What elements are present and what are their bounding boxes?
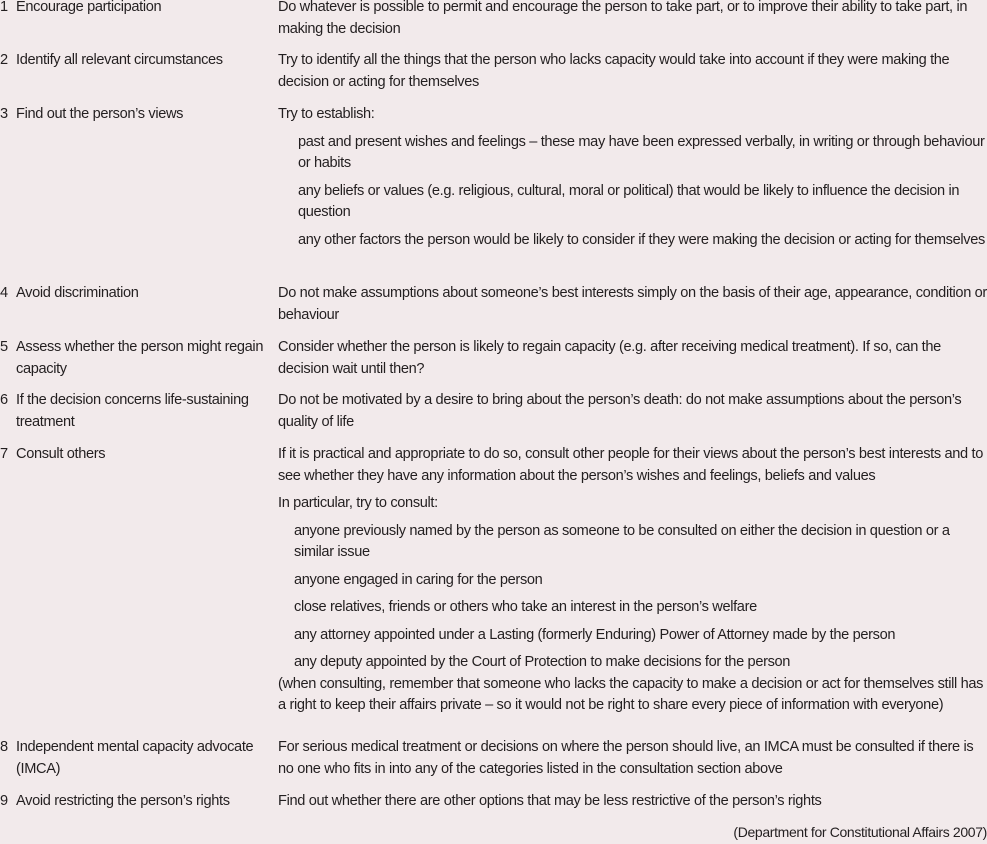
row-description: [278, 283, 987, 326]
row-number: 5: [0, 339, 8, 355]
row-label: Independent mental capacity advocate (IMCA): [16, 739, 254, 777]
row-description: [278, 737, 987, 780]
description-text: If it is practical and appropriate to do so, consult other people for their views about the person’s best interests and to see whether they have any information about the person’s wishes and feelings, beliefs and values: [278, 446, 983, 484]
list-item: any attorney appointed under a Lasting (formerly Enduring) Power of Attorney made by the person: [294, 626, 896, 643]
row-number: 4: [0, 285, 8, 301]
description-note: (when consulting, remember that someone who lacks the capacity to make a decision or act for themselves still has a right to keep their affairs private – so it would not be right to share every piece of information with everyone): [278, 675, 984, 713]
list-item: past and present wishes and feelings – these may have been expressed verbally, in writing or through behaviour or habits: [298, 133, 985, 171]
description-intro: Try to establish:: [278, 106, 375, 122]
row-label: Find out the person’s views: [16, 106, 184, 122]
list-item: anyone previously named by the person as someone to be consulted on either the decision in question or a similar issue: [294, 522, 950, 560]
row-number: 7: [0, 446, 8, 462]
source-citation: (Department for Constitutional Affairs 2007): [733, 824, 987, 840]
list-item: any beliefs or values (e.g. religious, cultural, moral or political) that would be likely to influence the decision in question: [298, 182, 960, 220]
list-item: any other factors the person would be likely to consider if they were making the decision or acting for themselves: [298, 231, 985, 248]
row-description: [278, 337, 987, 380]
list-item: close relatives, friends or others who take an interest in the person’s welfare: [294, 599, 757, 615]
bullet-list: [278, 132, 987, 252]
description-text: Try to identify all the things that the person who lacks capacity would take into account if they were making the decision or acting for themselves: [278, 52, 950, 90]
description-text: Find out whether there are other options that may be less restrictive of the person’s rights: [278, 793, 822, 809]
row-number: 6: [0, 392, 8, 408]
description-text: Consider whether the person is likely to regain capacity (e.g. after receiving medical treatment). If so, can the decision wait until then?: [278, 339, 941, 377]
row-number: 2: [0, 52, 8, 68]
row-label: Assess whether the person might regain capacity: [16, 339, 264, 377]
row-description: [278, 791, 987, 813]
description-text: For serious medical treatment or decisions on where the person should live, an IMCA must be consulted if there is no one who fits in into any of the categories listed in the consultation section above: [278, 739, 974, 777]
list-item: any deputy appointed by the Court of Protection to make decisions for the person: [294, 654, 791, 670]
row-description: [278, 390, 987, 433]
row-number: 8: [0, 739, 8, 755]
description-text: Do not make assumptions about someone’s best interests simply on the basis of their age, appearance, condition or behaviour: [278, 285, 987, 323]
description-text: Do whatever is possible to permit and encourage the person to take part, or to improve their ability to take part, in making the decision: [278, 0, 968, 37]
row-label: If the decision concerns life-sustaining treatment: [16, 392, 249, 430]
row-number: 9: [0, 793, 8, 809]
description-text: Do not be motivated by a desire to bring about the person’s death: do not make assumptions about the person’s quality of life: [278, 392, 962, 430]
row-label: Identify all relevant circumstances: [16, 52, 223, 68]
description-intro: In particular, try to consult:: [278, 495, 438, 511]
row-description: [278, 50, 987, 93]
row-label: Consult others: [16, 446, 106, 462]
row-description: [278, 0, 987, 40]
list-item: anyone engaged in caring for the person: [294, 571, 543, 588]
row-number: 3: [0, 106, 8, 122]
row-label: Avoid restricting the person’s rights: [16, 793, 230, 809]
row-description: [278, 104, 987, 251]
row-description: [278, 444, 987, 717]
bullet-list: [278, 521, 987, 674]
row-label: Avoid discrimination: [16, 285, 139, 301]
row-number: 1: [0, 0, 8, 15]
row-label: Encourage participation: [16, 0, 162, 15]
